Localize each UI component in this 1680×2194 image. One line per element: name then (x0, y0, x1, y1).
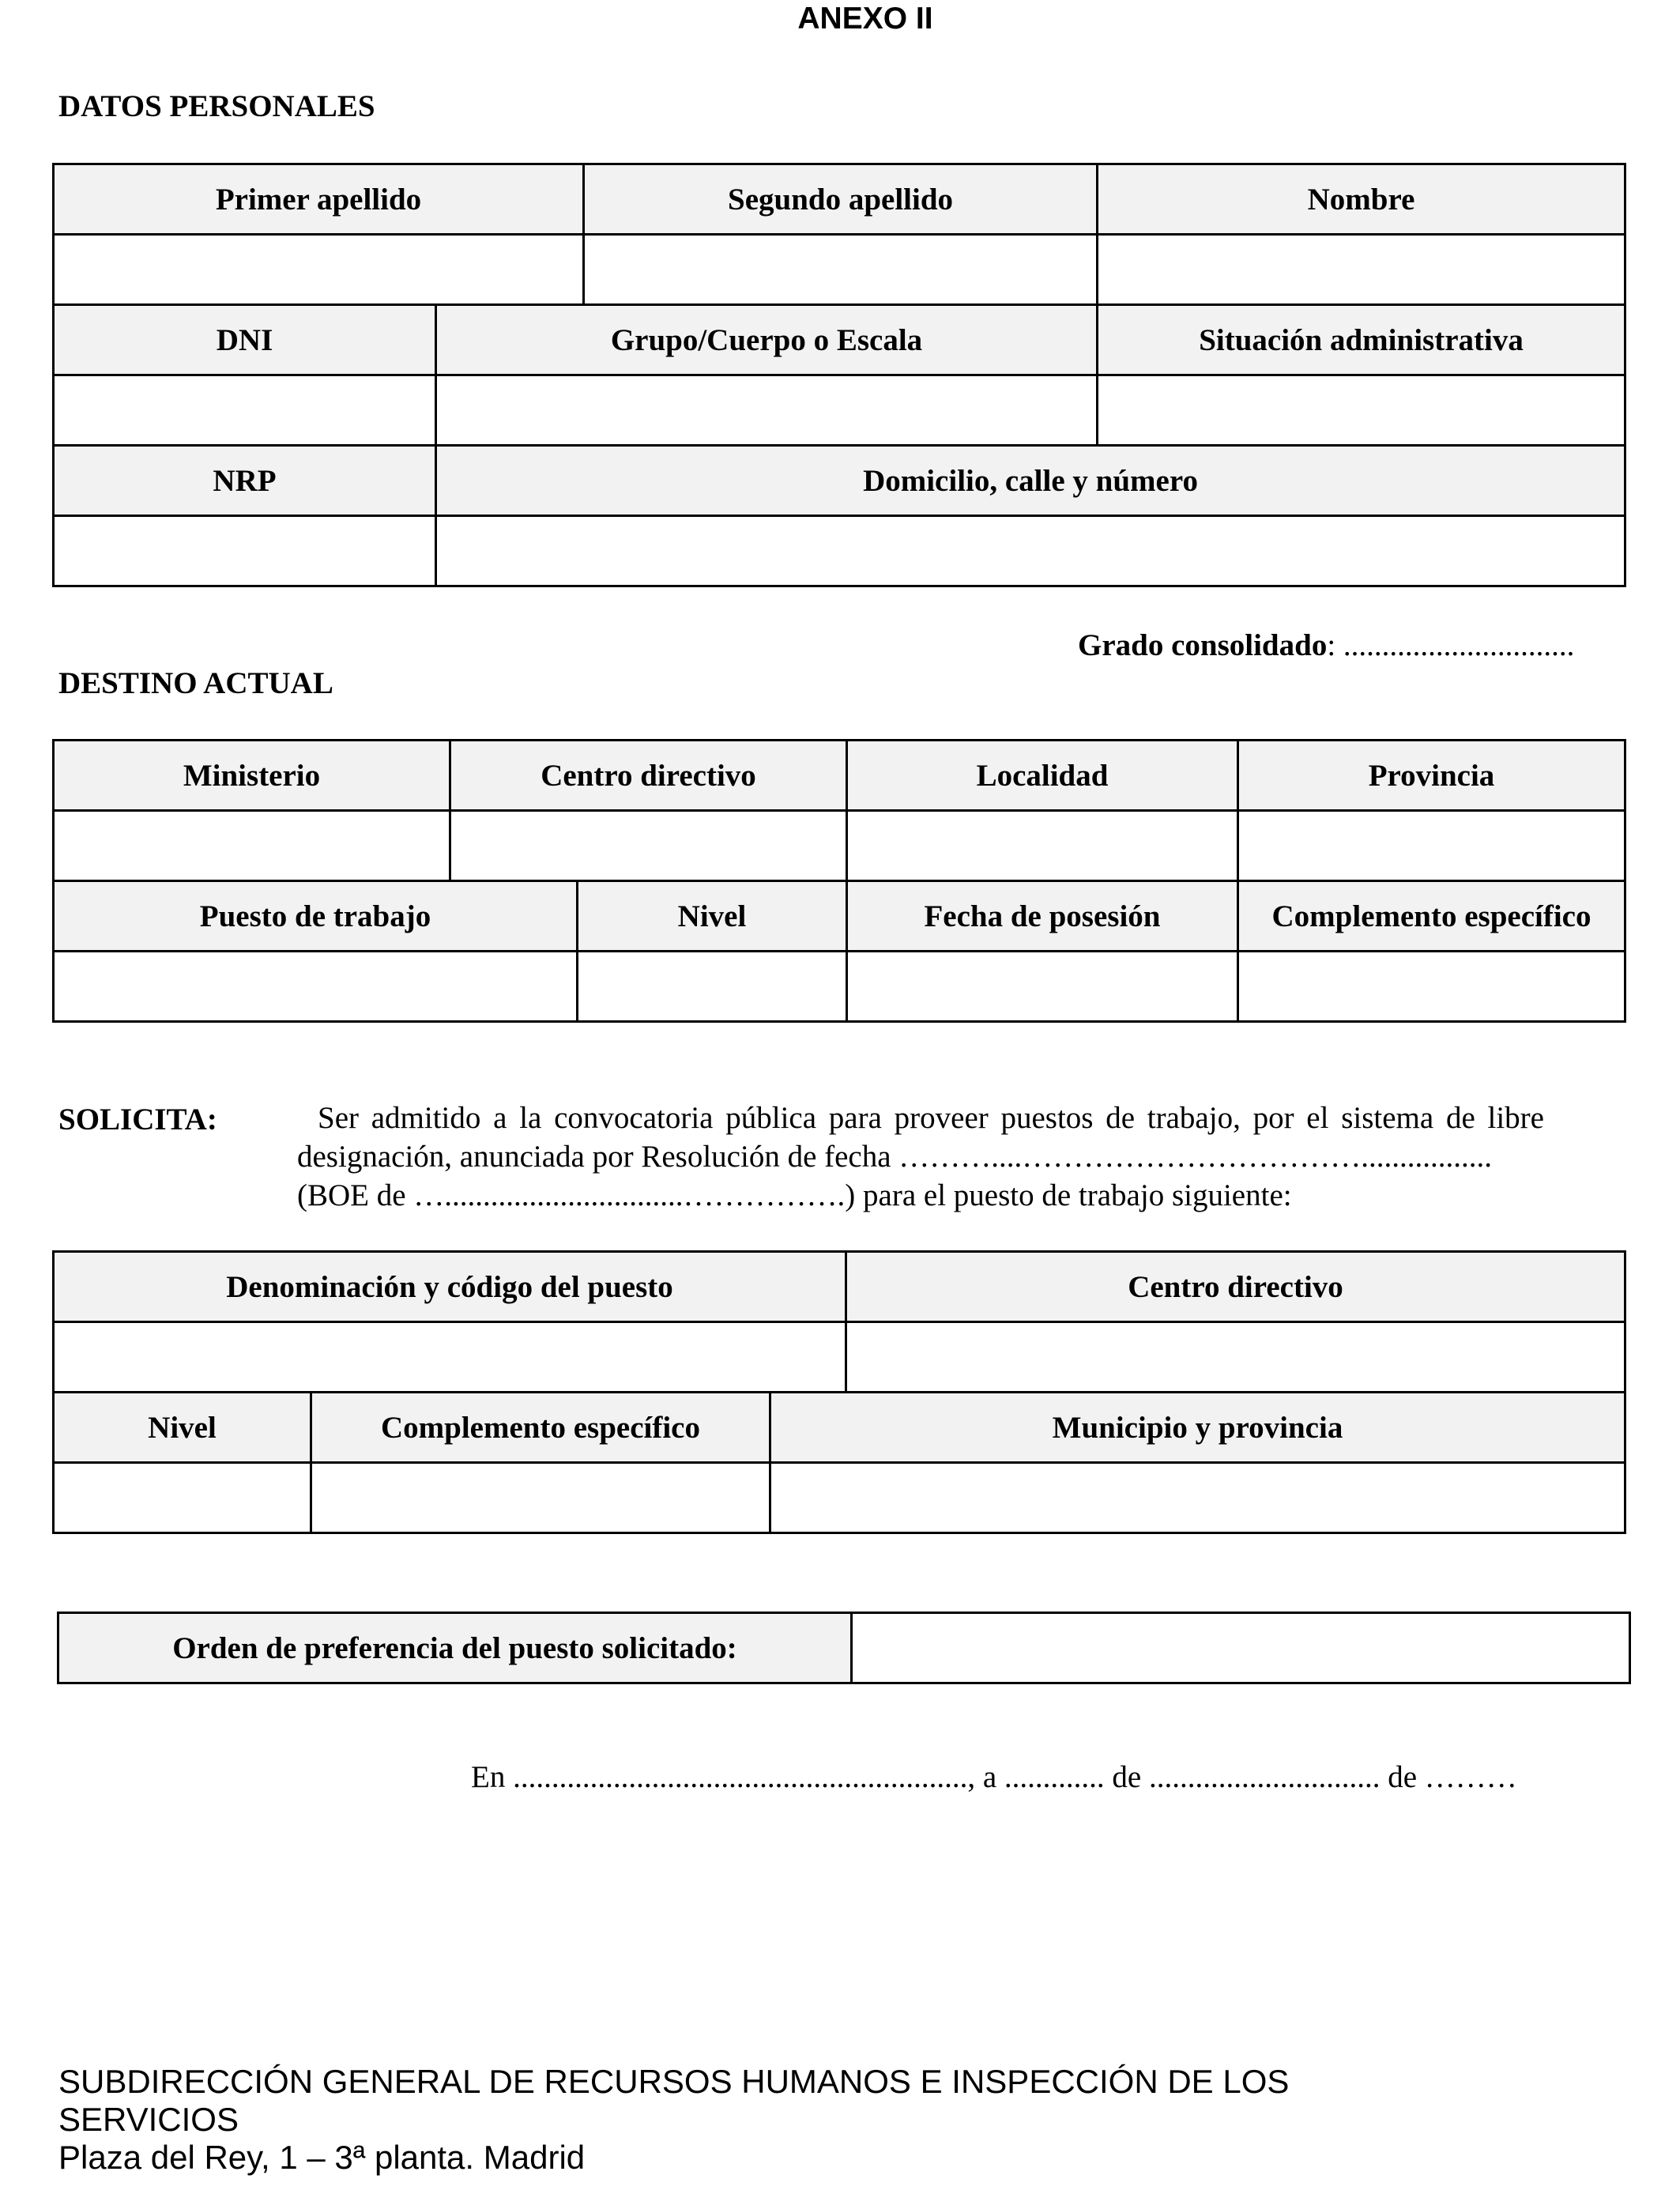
footer-line-3: Plaza del Rey, 1 – 3ª planta. Madrid (58, 2139, 586, 2176)
nivel-label: Nivel (578, 881, 847, 952)
situacion-label: Situación administrativa (1098, 305, 1625, 375)
centro-directivo-label: Centro directivo (450, 741, 847, 811)
situacion-field[interactable] (1098, 375, 1625, 446)
solicita-line-3: (BOE de …...............................…………….) para el puesto de trabajo siguiente: (297, 1178, 1292, 1212)
orden-preferencia-field[interactable] (852, 1613, 1630, 1683)
centro-directivo-field[interactable] (450, 811, 847, 881)
solicita-line-2: designación, anunciada por Resolución de fecha ………....……………………………................. (297, 1140, 1493, 1174)
document-title: ANEXO II (797, 2, 933, 36)
nivel-solicitado-label: Nivel (54, 1393, 311, 1463)
orden-preferencia-label: Orden de preferencia del puesto solicitado: (58, 1613, 852, 1683)
footer-line-2: SERVICIOS (58, 2101, 239, 2138)
fecha-lugar-line: En ..........................................................., a ............. de .............................. de ……… (471, 1760, 1517, 1794)
grado-label: Grado consolidado (1078, 628, 1328, 662)
complemento-field[interactable] (1238, 952, 1625, 1022)
puesto-solicitado-table (52, 1250, 1626, 1534)
domicilio-field[interactable] (436, 516, 1625, 586)
primer-apellido-field[interactable] (54, 235, 584, 305)
municipio-field[interactable] (770, 1463, 1625, 1533)
domicilio-label: Domicilio, calle y número (436, 446, 1625, 516)
puesto-trabajo-field[interactable] (54, 952, 578, 1022)
ministerio-field[interactable] (54, 811, 450, 881)
nrp-label: NRP (54, 446, 436, 516)
footer-address (58, 2063, 1639, 2177)
complemento-solicitado-field[interactable] (311, 1463, 770, 1533)
puesto-trabajo-label: Puesto de trabajo (54, 881, 578, 952)
primer-apellido-label: Primer apellido (54, 164, 584, 235)
datos-personales-table (52, 163, 1626, 587)
solicita-line-1: Ser admitido a la convocatoria pública para proveer puestos de trabajo, por el sistema de libre (318, 1101, 1544, 1135)
nombre-field[interactable] (1098, 235, 1625, 305)
centro-directivo-solicitado-label: Centro directivo (846, 1252, 1625, 1322)
solicita-label: SOLICITA: (58, 1103, 217, 1137)
destino-actual-heading: DESTINO ACTUAL (58, 666, 333, 700)
orden-preferencia-table (57, 1612, 1631, 1684)
footer-line-1: SUBDIRECCIÓN GENERAL DE RECURSOS HUMANOS E INSPECCIÓN DE LOS (58, 2063, 1290, 2100)
denominacion-field[interactable] (54, 1322, 846, 1393)
grupo-label: Grupo/Cuerpo o Escala (436, 305, 1098, 375)
grado-consolidado (1078, 628, 1574, 663)
localidad-field[interactable] (847, 811, 1238, 881)
grupo-field[interactable] (436, 375, 1098, 446)
provincia-label: Provincia (1238, 741, 1625, 811)
nombre-label: Nombre (1098, 164, 1625, 235)
localidad-label: Localidad (847, 741, 1238, 811)
complemento-label: Complemento específico (1238, 881, 1625, 952)
centro-directivo-solicitado-field[interactable] (846, 1322, 1625, 1393)
segundo-apellido-field[interactable] (584, 235, 1098, 305)
solicita-text (297, 1099, 1640, 1215)
fecha-posesion-field[interactable] (847, 952, 1238, 1022)
nrp-field[interactable] (54, 516, 436, 586)
provincia-field[interactable] (1238, 811, 1625, 881)
nivel-solicitado-field[interactable] (54, 1463, 311, 1533)
ministerio-label: Ministerio (54, 741, 450, 811)
dni-field[interactable] (54, 375, 436, 446)
segundo-apellido-label: Segundo apellido (584, 164, 1098, 235)
complemento-solicitado-label: Complemento específico (311, 1393, 770, 1463)
denominacion-label: Denominación y código del puesto (54, 1252, 846, 1322)
nivel-field[interactable] (578, 952, 847, 1022)
destino-actual-table (52, 739, 1626, 1023)
grado-value: : .............................. (1327, 628, 1575, 662)
datos-personales-heading: DATOS PERSONALES (58, 89, 375, 123)
municipio-label: Municipio y provincia (770, 1393, 1625, 1463)
fecha-posesion-label: Fecha de posesión (847, 881, 1238, 952)
dni-label: DNI (54, 305, 436, 375)
